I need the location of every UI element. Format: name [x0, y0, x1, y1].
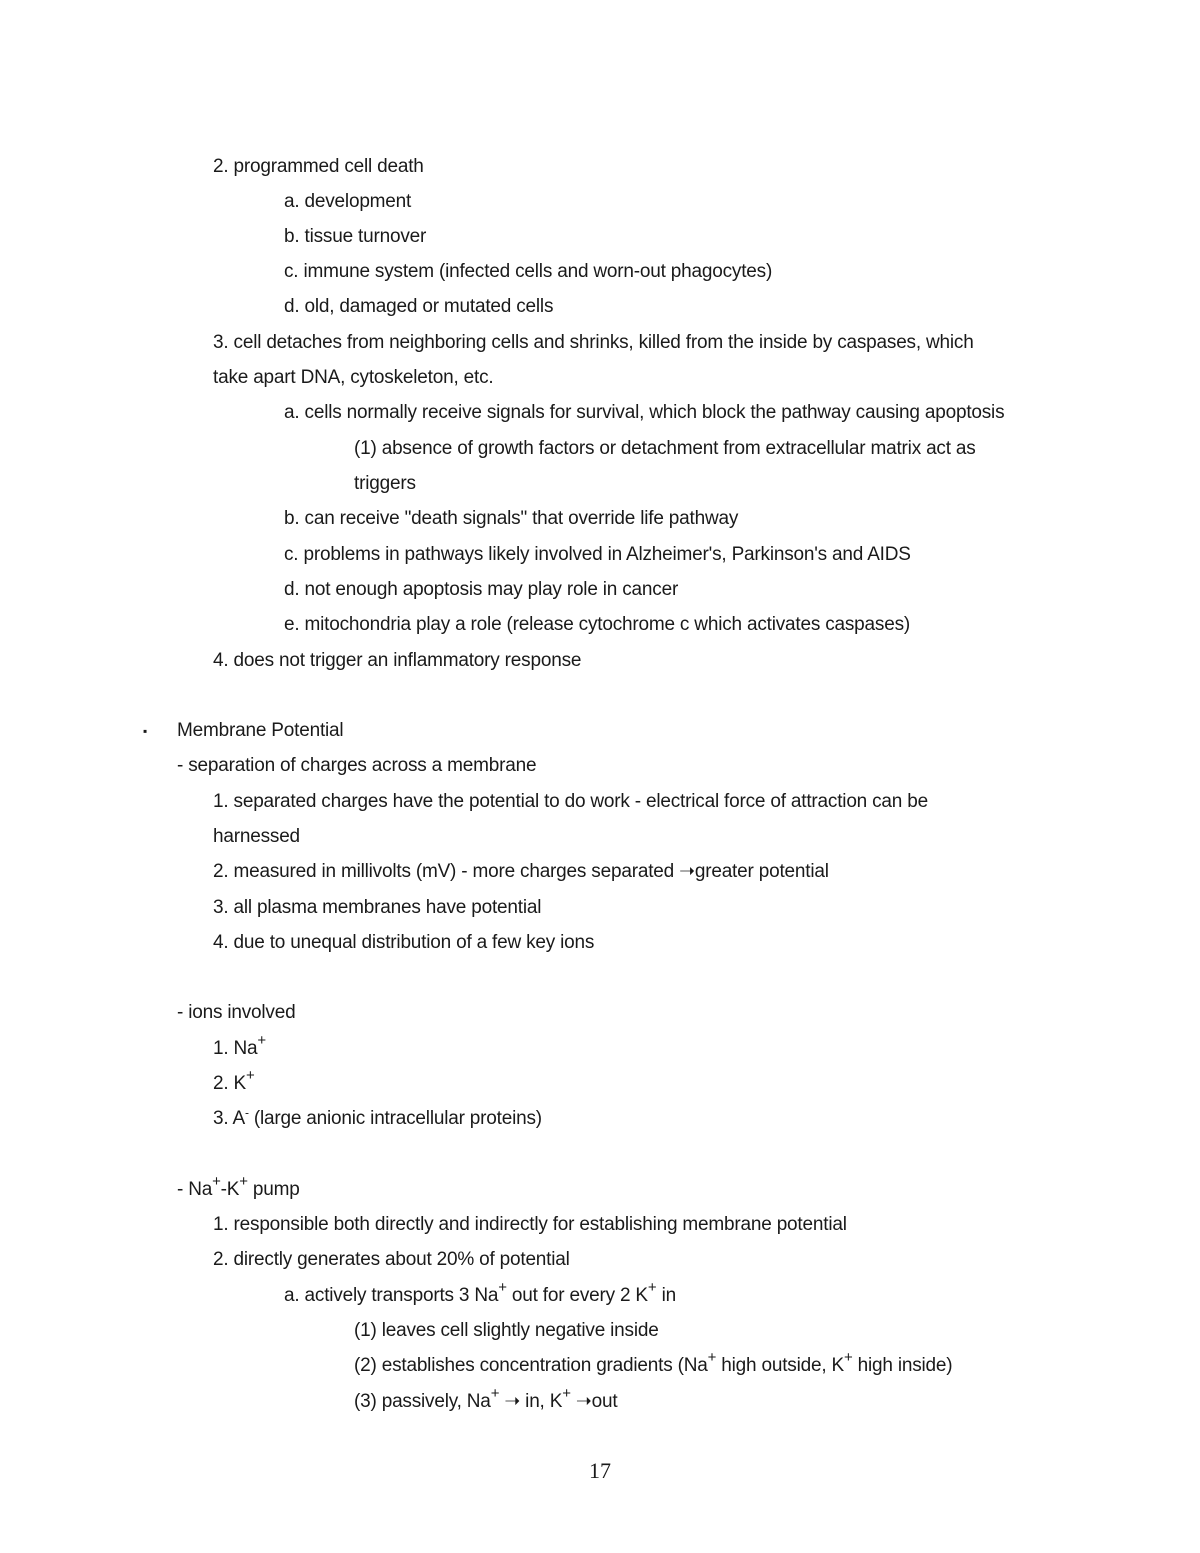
section-heading: Membrane Potential — [177, 720, 344, 741]
outline-subitem: a. actively transports 3 Na+ out for every 2 K+ in — [284, 1278, 676, 1306]
outline-item: 2. directly generates about 20% of potential — [213, 1249, 570, 1270]
outline-dash-item: - ions involved — [177, 1002, 296, 1023]
outline-subsubitem: (1) absence of growth factors or detachment from extracellular matrix act as — [354, 438, 976, 459]
outline-subitem: d. not enough apoptosis may play role in cancer — [284, 579, 679, 600]
outline-item-continued: take apart DNA, cytoskeleton, etc. — [213, 367, 494, 388]
arrow-icon: ➝ — [575, 1391, 592, 1412]
outline-subitem: b. tissue turnover — [284, 226, 427, 247]
outline-subitem: a. development — [284, 191, 412, 212]
arrow-icon: ➝ — [504, 1391, 521, 1412]
outline-item: 4. due to unequal distribution of a few key ions — [213, 932, 595, 953]
outline-subitem: d. old, damaged or mutated cells — [284, 296, 554, 317]
outline-subitem: e. mitochondria play a role (release cytochrome c which activates caspases) — [284, 614, 911, 635]
outline-subitem: a. cells normally receive signals for survival, which block the pathway causing apoptosis — [284, 402, 1005, 423]
outline-item: 3. all plasma membranes have potential — [213, 897, 542, 918]
outline-subsubitem: (3) passively, Na+ ➝ in, K+ ➝out — [354, 1384, 618, 1412]
outline-dash-item: - separation of charges across a membrane — [177, 755, 537, 776]
outline-dash-item: - Na+-K+ pump — [177, 1172, 300, 1200]
outline-item: 2. measured in millivolts (mV) - more charges separated ➝greater potential — [213, 861, 829, 882]
outline-subsubitem: (1) leaves cell slightly negative inside — [354, 1320, 659, 1341]
arrow-icon: ➝ — [679, 861, 695, 882]
outline-item: 1. separated charges have the potential to do work - electrical force of attraction can be — [213, 791, 928, 812]
outline-item: 2. K+ — [213, 1066, 255, 1094]
outline-item: 3. A- (large anionic intracellular proteins) — [213, 1105, 542, 1129]
outline-item: 1. responsible both directly and indirectly for establishing membrane potential — [213, 1214, 847, 1235]
outline-subitem: c. problems in pathways likely involved in Alzheimer's, Parkinson's and AIDS — [284, 544, 911, 565]
outline-item: 4. does not trigger an inflammatory response — [213, 650, 582, 671]
outline-subitem: c. immune system (infected cells and worn-out phagocytes) — [284, 261, 773, 282]
outline-item: 2. programmed cell death — [213, 156, 424, 177]
outline-item: 1. Na+ — [213, 1031, 266, 1059]
page-number: 17 — [589, 1458, 611, 1483]
section-bullet-icon: ▪ — [143, 724, 148, 738]
outline-subitem: b. can receive "death signals" that override life pathway — [284, 508, 739, 529]
outline-item-continued: harnessed — [213, 826, 300, 847]
outline-item: 3. cell detaches from neighboring cells and shrinks, killed from the inside by caspases, which — [213, 332, 974, 353]
outline-subsubitem: (2) establishes concentration gradients (Na+ high outside, K+ high inside) — [354, 1348, 953, 1376]
outline-subsubitem-continued: triggers — [354, 473, 416, 494]
